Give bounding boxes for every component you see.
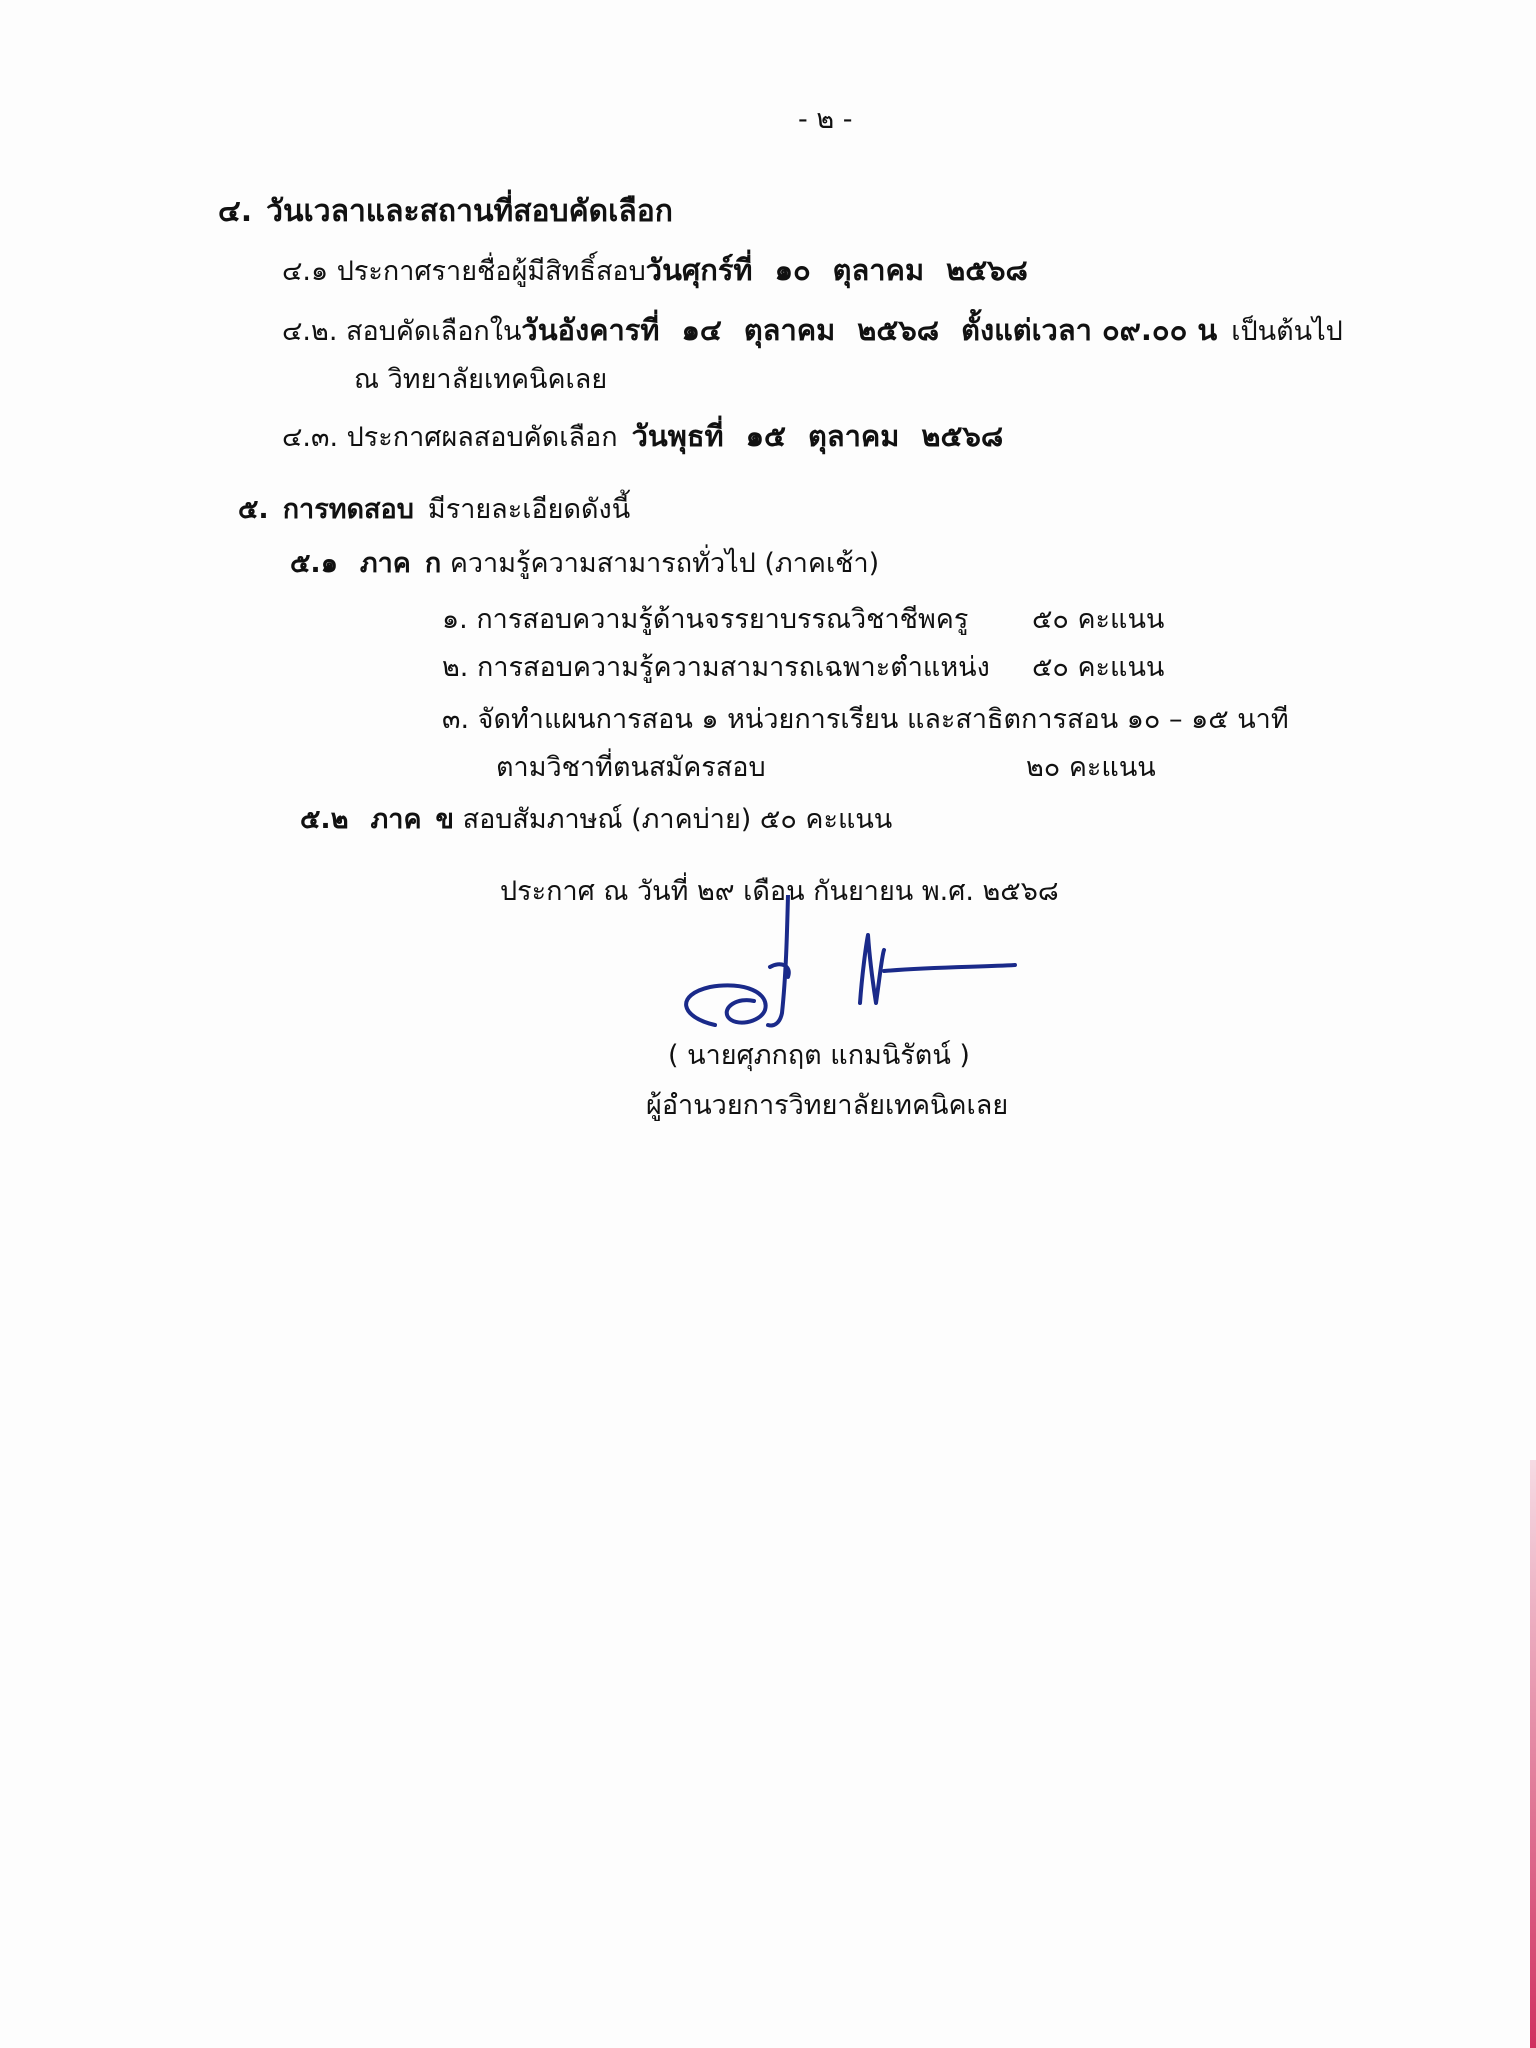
item-4-2-place: ณ วิทยาลัยเทคนิคเลย xyxy=(354,364,608,395)
item-4-2-month: ตุลาคม xyxy=(743,313,836,347)
signature-image xyxy=(670,895,1030,1035)
announcement-date: ประกาศ ณ วันที่ ๒๙ เดือน กันยายน พ.ศ. ๒๕๖๘ xyxy=(500,876,1059,907)
section-5-number: ๕. xyxy=(238,494,269,525)
part-b-word: ภาค xyxy=(370,804,422,835)
part-a-heading xyxy=(290,544,879,584)
item-4-2 xyxy=(282,310,1343,352)
item-4-3-year: ๒๕๖๘ xyxy=(921,419,1004,453)
item-4-2-label: สอบคัดเลือกใน xyxy=(346,316,522,347)
part-a-item-1-text: การสอบความรู้ด้านจรรยาบรรณวิชาชีพครู xyxy=(476,604,969,635)
item-4-1 xyxy=(282,250,1028,292)
signature-stroke-loop xyxy=(686,985,766,1025)
scan-edge-mark xyxy=(1530,1460,1536,2048)
item-4-2-number: ๔.๒. xyxy=(282,316,338,347)
page-number: - ๒ - xyxy=(798,104,853,135)
part-a-item-3-text-cont: ตามวิชาที่ตนสมัครสอบ xyxy=(496,752,766,783)
item-4-3-label: ประกาศผลสอบคัดเลือก xyxy=(346,422,618,453)
item-4-1-date-number: ๑๐ xyxy=(774,253,811,287)
part-a-item-3-text: จัดทำแผนการสอน ๑ หน่วยการเรียน และสาธิตการสอน ๑๐ – ๑๕ นาที xyxy=(477,704,1289,735)
part-a-label: ความรู้ความสามารถทั่วไป (ภาคเช้า) xyxy=(449,548,880,579)
signature-strokes xyxy=(686,895,1015,1026)
part-a-word: ภาค xyxy=(359,548,411,579)
signature-stroke-vertical xyxy=(768,895,788,1026)
part-b-number: ๕.๒ xyxy=(300,804,349,835)
section-4-heading xyxy=(218,192,673,232)
part-b-letter: ข xyxy=(435,804,454,835)
part-b-heading xyxy=(300,800,892,840)
section-4-title: วันเวลาและสถานที่สอบคัดเลือก xyxy=(266,194,673,229)
part-a-letter: ก xyxy=(424,548,442,579)
part-a-item-1 xyxy=(442,600,968,640)
item-4-1-day: วันศุกร์ที่ xyxy=(645,253,753,287)
part-a-item-3-score: ๒๐ คะแนน xyxy=(1026,752,1156,783)
section-5-subtitle: มีรายละเอียดดังนี้ xyxy=(427,494,631,525)
part-b-label: สอบสัมภาษณ์ (ภาคบ่าย) ๕๐ คะแนน xyxy=(462,804,893,835)
item-4-2-time-suffix: เป็นต้นไป xyxy=(1231,316,1343,347)
signer-name: ( นายศุภกฤต แกมนิรัตน์ ) xyxy=(668,1040,970,1071)
part-a-item-2-number: ๒. xyxy=(442,652,469,683)
item-4-2-day: วันอังคารที่ xyxy=(521,313,660,347)
part-a-number: ๕.๑ xyxy=(290,548,338,579)
section-5-title: การทดสอบ xyxy=(282,494,414,525)
item-4-3-number: ๔.๓. xyxy=(282,422,339,453)
item-4-3 xyxy=(282,416,1003,458)
section-5-heading xyxy=(238,490,630,530)
item-4-2-year: ๒๕๖๘ xyxy=(857,313,940,347)
part-a-item-2-text: การสอบความรู้ความสามารถเฉพาะตำแหน่ง xyxy=(476,652,990,683)
item-4-1-month: ตุลาคม xyxy=(832,253,925,287)
part-a-item-3-number: ๓. xyxy=(442,704,470,735)
part-a-item-3 xyxy=(442,700,1289,740)
signer-title: ผู้อำนวยการวิทยาลัยเทคนิคเลย xyxy=(646,1090,1009,1121)
section-4-number: ๔. xyxy=(218,194,253,229)
part-a-item-1-score: ๕๐ คะแนน xyxy=(1032,604,1165,635)
part-a-item-2-score: ๕๐ คะแนน xyxy=(1032,652,1165,683)
item-4-3-month: ตุลาคม xyxy=(808,419,900,453)
item-4-2-date-number: ๑๔ xyxy=(681,313,722,347)
item-4-2-time: ตั้งแต่เวลา ๐๙.๐๐ น xyxy=(961,313,1218,347)
item-4-1-label: ประกาศรายชื่อผู้มีสิทธิ์สอบ xyxy=(336,256,646,287)
signature-stroke-zigzag xyxy=(860,935,884,1003)
item-4-3-date-number: ๑๕ xyxy=(745,419,786,453)
part-a-item-2 xyxy=(442,648,990,688)
item-4-1-year: ๒๕๖๘ xyxy=(946,253,1028,287)
part-a-item-1-number: ๑. xyxy=(442,604,468,635)
item-4-1-number: ๔.๑ xyxy=(282,256,329,287)
signature-stroke-tail xyxy=(884,965,1015,971)
item-4-3-day: วันพุธที่ xyxy=(631,419,724,453)
